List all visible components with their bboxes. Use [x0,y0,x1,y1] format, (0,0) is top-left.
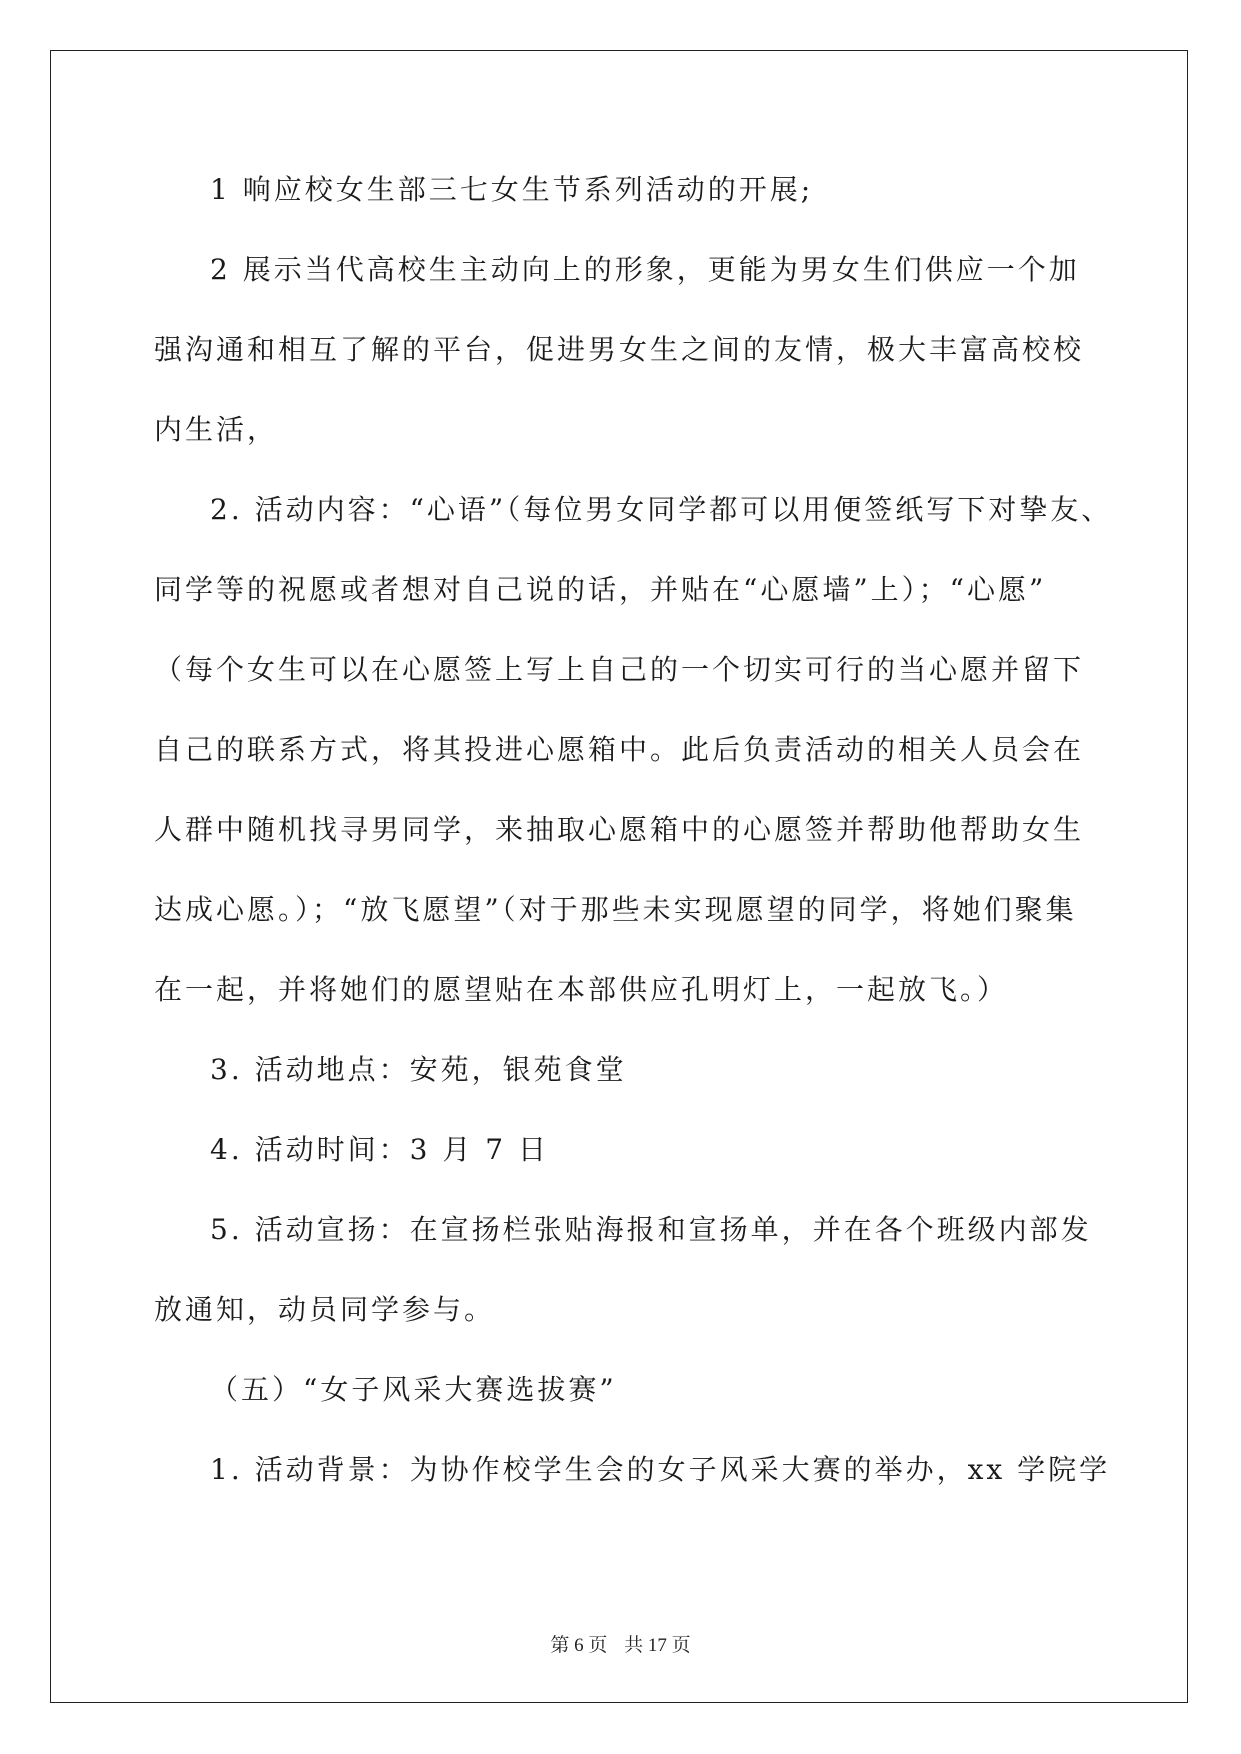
text-line-4: 内生活， [154,413,279,446]
text-line-14: 5. 活动宣扬：在宣扬栏张贴海报和宣扬单，并在各个班级内部发 [210,1213,1092,1246]
text-line-2: 2 展示当代高校生主动向上的形象，更能为男女生们供应一个加 [210,253,1080,286]
page-footer [0,1630,1241,1657]
text-line-9: 人群中随机找寻男同学，来抽取心愿箱中的心愿签并帮助他帮助女生 [154,813,1085,846]
text-line-11: 在一起，并将她们的愿望贴在本部供应孔明灯上，一起放飞。） [154,973,1009,1006]
text-line-17: 1. 活动背景：为协作校学生会的女子风采大赛的举办，xx 学院学 [210,1453,1111,1486]
text-line-7: （每个女生可以在心愿签上写上自己的一个切实可行的当心愿并留下 [154,653,1085,686]
text-line-15: 放通知，动员同学参与。 [154,1293,496,1326]
section-heading: （五）“女子风采大赛选拔赛” [210,1373,617,1406]
text-line-6: 同学等的祝愿或者想对自己说的话，并贴在“心愿墙”上）；“心愿” [154,573,1047,606]
page-number: 第 6 页 [550,1635,608,1656]
text-line-5: 2. 活动内容：“心语”（每位男女同学都可以用便签纸写下对挚友、 [210,493,1113,526]
text-line-8: 自己的联系方式，将其投进心愿箱中。此后负责活动的相关人员会在 [154,733,1085,766]
text-line-10: 达成心愿。）；“放飞愿望”（对于那些未实现愿望的同学，将她们聚集 [154,893,1077,926]
total-pages: 共 17 页 [624,1635,691,1656]
text-line-3: 强沟通和相互了解的平台，促进男女生之间的友情，极大丰富高校校 [154,333,1085,366]
text-line-1: 1 响应校女生部三七女生节系列活动的开展; [210,173,814,206]
text-line-12: 3. 活动地点：安苑，银苑食堂 [210,1053,627,1086]
text-line-13: 4. 活动时间：3 月 7 日 [210,1133,549,1166]
